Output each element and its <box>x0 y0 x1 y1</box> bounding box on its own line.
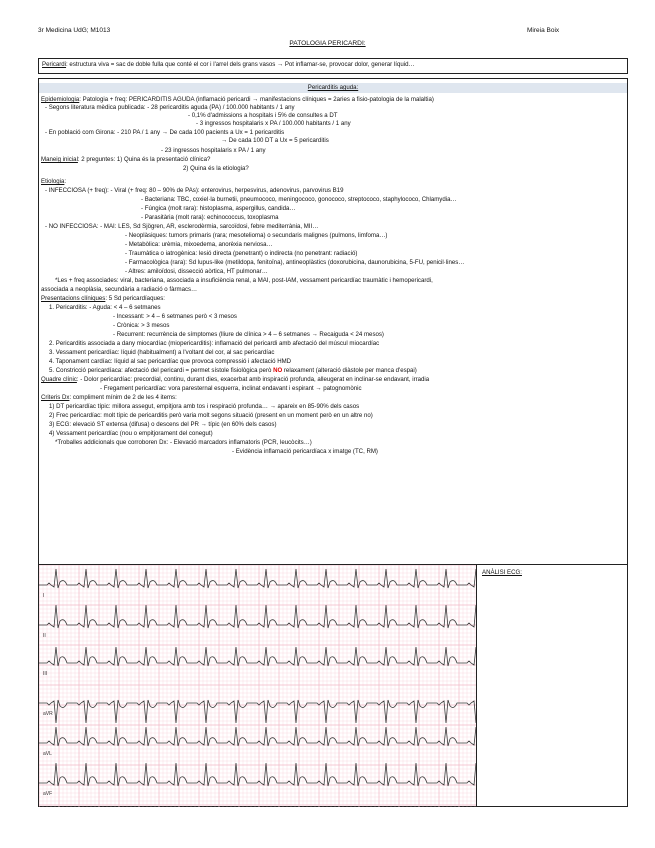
line-text: - Fregament pericardíac: vora paresternal esquerra, inclinat endavant i espirant → patognomònic <box>100 385 362 392</box>
lead-label: aVR <box>43 711 53 717</box>
text-line <box>55 439 312 446</box>
text-line <box>49 412 373 419</box>
text-line <box>113 313 237 320</box>
text-line <box>125 232 387 239</box>
line-text: - Recurrent: recurrència de símptomes (lliure de clínica > 4 – 6 setmanes → Recaiguda < 24 mesos) <box>113 331 384 338</box>
ecg-trace <box>39 700 476 723</box>
pericardi-label: Pericardi <box>42 61 67 68</box>
line-text: - 3 ingressos hospitalaris x PA / 100.000 habitants / 1 any <box>196 120 351 127</box>
text-line <box>41 376 429 383</box>
line-text: → De cada 100 DT a Ux = 5 pericarditis <box>221 137 329 144</box>
text-line <box>55 277 433 284</box>
course-header: 3r Medicina UdG; M1013 <box>38 27 111 34</box>
text-line <box>183 165 249 172</box>
text-line <box>125 250 357 257</box>
text-line <box>45 223 318 230</box>
line-text: 4. Taponament cardíac: líquid al sac pericardíac que provoca compressió i afectació HMD <box>49 358 292 365</box>
line-text: - En població com Girona: - 210 PA / 1 any → De cada 100 pacients a Ux = 1 pericarditis <box>45 129 285 136</box>
line-text: *Troballes addicionals que corroboren Dx: - Elevació marcadors inflamatoris (PCR, leucòcits…) <box>55 439 312 446</box>
line-text: 2) Quina és la etiologia? <box>183 165 249 172</box>
text-line <box>45 187 344 194</box>
text-line <box>49 430 213 437</box>
line-text: - Altres: amiloïdosi, dissecció aòrtica, HT pulmonar… <box>125 268 268 275</box>
text-line <box>49 340 379 347</box>
line-text: : 5 Sd pericardíaques: <box>105 295 165 302</box>
text-line <box>221 137 329 144</box>
line-text: 1. Pericarditis: - Aguda: < 4 – 6 setmanes <box>49 304 161 311</box>
ecg-analysis-label: ANÀLISI ECG: <box>482 569 522 576</box>
text-line <box>41 286 197 293</box>
line-text: - Bacteriana: TBC, coxiel·la burnetii, pneumococo, meningococo, gonococo, streptococo, staphylococo, Chlamydia… <box>141 196 457 203</box>
text-line <box>49 304 161 311</box>
text-line <box>49 349 274 356</box>
text-line <box>45 104 295 111</box>
text-line <box>45 129 284 136</box>
line-text: 2. Pericarditis associada a dany miocardíac (miopericarditis): inflamació del pericardi amb afectació del múscul miocardíac <box>49 340 380 347</box>
line-text: - Traumàtica o iatrogènica: lesió directa (penetrant) o indirecta (no penetrant: radiació) <box>125 250 358 257</box>
text-line <box>41 295 165 302</box>
ecg-trace <box>39 647 476 666</box>
line-text: associada a neoplàsia, secundària a radiació o fàrmacs… <box>41 286 198 293</box>
text-line <box>125 268 268 275</box>
text-line <box>49 367 417 374</box>
ecg-trace <box>39 727 476 746</box>
text-line <box>41 394 177 401</box>
line-text: - Fúngica (molt rara): histoplasma, aspergillus, candida… <box>141 205 296 212</box>
line-text: 5. Constricció pericardíaca: afectació del pericardi = permet sístole fisiològica però NO relaxament (alteració diàstole per manca d'espai) <box>49 367 417 374</box>
lead-label: III <box>43 671 48 677</box>
line-text: - Segons literatura mèdica publicada: - 28 pericarditis aguda (PA) / 100.000 habitants / 1 any <box>45 104 295 111</box>
line-text: - 23 ingressos hospitalaris x PA / 1 any <box>161 147 266 154</box>
line-text: - Evidència inflamació pericardíaca x imatge (TC, RM) <box>232 448 378 455</box>
ecg-analysis-panel <box>476 564 627 807</box>
line-text: 2) Frec pericardíac: molt típic de pericarditis però varia molt segons situació (present en un moment però en un altre no) <box>49 412 373 419</box>
text-line <box>141 214 279 221</box>
text-line <box>100 385 362 392</box>
line-text: - Incessant: > 4 – 6 setmanes però < 3 mesos <box>113 313 237 320</box>
text-line <box>196 120 351 127</box>
pericardi-text: : estructura viva = sac de doble fulla que conté el cor i l'arrel dels grans vasos → Pot inflamar-se, provocar dolor, generar líquid… <box>66 61 415 68</box>
line-text: 1) DT pericardíac típic: millora assegut, empitjora amb tos i respiració profunda… → apareix en 85-90% dels casos <box>49 403 360 410</box>
section-title: Pericarditis aguda: <box>39 83 627 93</box>
text-line <box>41 96 434 103</box>
line-heading: Quadre clínic <box>41 376 77 383</box>
line-text: - Metabòlica: urèmia, mixoedema, anorèxia nerviosa… <box>125 241 273 248</box>
text-line <box>232 448 378 455</box>
lead-label: I <box>43 593 45 599</box>
text-line <box>113 331 384 338</box>
text-line <box>125 241 273 248</box>
line-text: *Les + freq associades: viral, bacteriana, associada a insuficiència renal, a MAI, post-IAM, vessament pericardíac traumàtic i hemopericardi, <box>55 277 433 284</box>
line-text: : compliment mínim de 2 de les 4 items: <box>69 394 177 401</box>
line-text: 3. Vessament pericardíac: líquid (habitualment) a l'voltant del cor, al sac pericardíac <box>49 349 275 356</box>
page-title: PATOLOGIA PERICARDI: <box>289 40 366 47</box>
lead-label: II <box>43 633 46 639</box>
line-text: - INFECCIOSA (+ freq): - Viral (+ freq: 80 – 90% de PAs): enterovirus, herpesvirus, adenovirus, parvovirus B19 <box>45 187 344 194</box>
no-emphasis: NO <box>273 367 283 374</box>
line-heading: Criteris Dx <box>41 394 70 401</box>
text-line <box>141 196 457 203</box>
pericarditis-content-box <box>38 78 628 807</box>
text-line <box>49 421 277 428</box>
line-text: 4) Vessament pericardíac (nou o empitjorament del conegut) <box>49 430 213 437</box>
line-text: : - Dolor pericardíac: precordial, continu, durant dies, exacerbat amb inspiració profunda, alleugerat en inclinar-se endavant, irradia <box>76 376 430 383</box>
text-line <box>41 156 210 163</box>
line-text: - NO INFECCIOSA: - MAI: LES, Sd Sjögren, AR, esclerodèrmia, sarcoïdosi, febre mediterrània, MII… <box>45 223 319 230</box>
line-text: : 2 preguntes: 1) Quina és la presentació clínica? <box>77 156 211 163</box>
line-text: : <box>64 178 67 185</box>
line-text: 3) ECG: elevació ST extensa (difusa) o descens del PR → típic (en 60% dels casos) <box>49 421 277 428</box>
text-line <box>141 205 295 212</box>
ecg-strip <box>39 564 477 807</box>
line-text: - Neoplàsiques: tumors primaris (rara; mesotelioma) o secundaris malignes (pulmons, limfoma…) <box>125 232 388 239</box>
text-line <box>125 259 464 266</box>
text-line <box>41 178 66 185</box>
pericardi-definition-box <box>38 58 628 74</box>
line-text: : Patologia + freq: PERICARDITIS AGUDA (inflamació pericardi → manifestacions clíniques = 2aries a fisio-patologia de la malaltia) <box>79 96 434 103</box>
author-name: Mireia Boix <box>527 27 560 34</box>
ecg-trace <box>39 763 476 786</box>
text-line <box>113 322 169 329</box>
line-text: - Crònica: > 3 mesos <box>113 322 170 329</box>
ecg-tracing <box>39 565 476 807</box>
line-text: - 0,1% d'admissions a hospitals i 5% de consultes a DT <box>188 112 338 119</box>
lead-label: aVL <box>43 751 52 757</box>
line-heading: Maneig inicial <box>41 156 78 163</box>
text-line <box>49 358 291 365</box>
lead-label: aVF <box>43 791 53 797</box>
line-text: - Parasitària (molt rara): echinococcus, toxoplasma <box>141 214 279 221</box>
line-heading: Epidemiologia <box>41 96 80 103</box>
text-line <box>49 403 359 410</box>
text-line <box>188 112 338 119</box>
line-text: - Farmacològica (rara): Sd lupus-like (metildopa, fenitoïna), antineoplàstics (doxorubicina, daunorubicina, 5-FU, penicil·lines… <box>125 259 465 266</box>
line-heading: Etiologia <box>41 178 65 185</box>
ecg-trace <box>39 605 476 628</box>
text-line <box>161 147 266 154</box>
line-heading: Presentacions clíniques <box>41 295 106 302</box>
